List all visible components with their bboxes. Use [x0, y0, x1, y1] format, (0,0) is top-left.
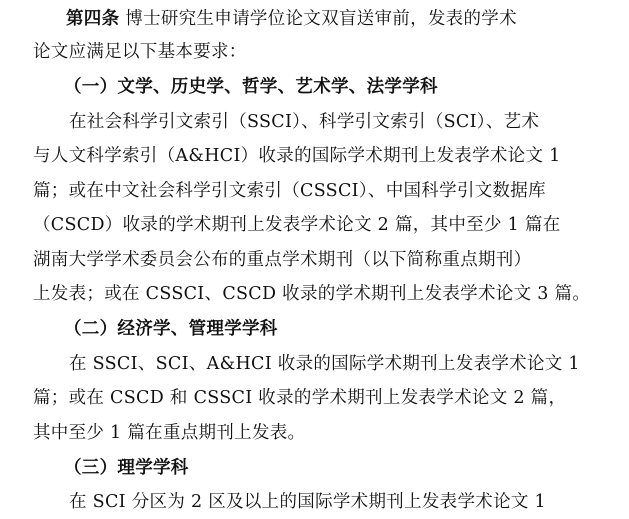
section-heading-humanities: （一）文学、历史学、哲学、艺术学、法学学科 [64, 77, 438, 97]
section-heading-science: （三）理学学科 [64, 458, 189, 478]
paragraph-line: 湖南大学学术委员会公布的重点学术期刊（以下简称重点期刊） [33, 250, 532, 270]
section-heading-economics: （二）经济学、管理学学科 [64, 319, 278, 339]
paragraph-line: 篇；或在中文社会科学引文索引（CSSCI）、中国科学引文数据库 [33, 181, 546, 201]
article-number: 第四条 [66, 9, 120, 29]
paragraph-line: 与人文科学索引（A&HCI）收录的国际学术期刊上发表学术论文 1 [33, 146, 561, 166]
paragraph-line: 在 SCI 分区为 2 区及以上的国际学术期刊上发表学术论文 1 [69, 492, 546, 512]
paragraph-line: 其中至少 1 篇在重点期刊上发表。 [33, 423, 306, 443]
paragraph-line: 篇；或在 CSCD 和 CSSCI 收录的学术期刊上发表学术论文 2 篇， [33, 388, 567, 408]
paragraph-line: 在 SSCI、SCI、A&HCI 收录的国际学术期刊上发表学术论文 1 [69, 354, 580, 374]
article-intro-line-2: 论文应满足以下基本要求： [33, 42, 247, 62]
article-intro-line-1 [66, 3, 626, 36]
paragraph-line: （CSCD）收录的学术期刊上发表学术论文 2 篇，其中至少 1 篇在 [33, 215, 561, 235]
paragraph-line: 在社会科学引文索引（SSCI）、科学引文索引（SCI）、艺术 [69, 112, 540, 132]
article-intro-text: 博士研究生申请学位论文双盲送审前，发表的学术 [119, 9, 517, 29]
paragraph-line: 上发表；或在 CSSCI、CSCD 收录的学术期刊上发表学术论文 3 篇。 [33, 284, 591, 304]
